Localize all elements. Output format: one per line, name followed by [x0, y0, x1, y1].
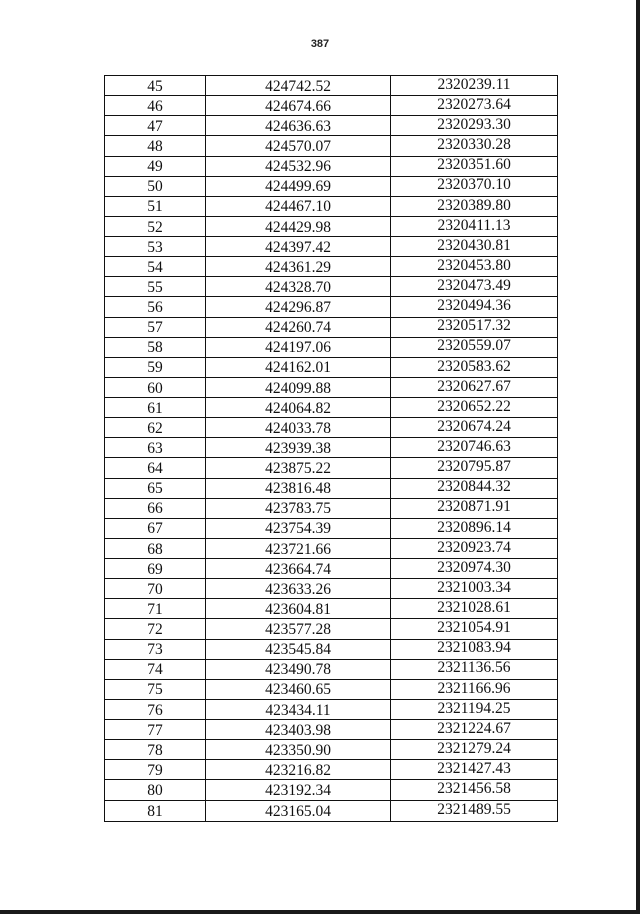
table-row [105, 338, 557, 358]
point-number-cell: 55 [105, 277, 206, 296]
point-number-cell: 70 [105, 579, 206, 598]
x-coordinate-cell: 424397.42 [206, 237, 391, 256]
y-coordinate-cell: 2321194.25 [437, 699, 511, 717]
point-number-cell: 61 [105, 398, 206, 417]
x-coordinate-cell: 424532.96 [206, 157, 391, 176]
page-number: 387 [310, 38, 330, 50]
y-coordinate-cell: 2321427.43 [437, 760, 511, 778]
y-coordinate-cell: 2320370.10 [437, 176, 511, 194]
x-coordinate-cell: 423460.65 [206, 680, 391, 699]
x-coordinate-cell: 423545.84 [206, 640, 391, 659]
point-number-cell: 75 [105, 680, 206, 699]
x-coordinate-cell: 423939.38 [206, 438, 391, 457]
table-row [105, 740, 557, 760]
y-coordinate-cell: 2320559.07 [437, 337, 511, 355]
table-row [105, 136, 557, 156]
scan-edge-right [636, 0, 640, 914]
x-coordinate-cell: 423403.98 [206, 720, 391, 739]
y-coordinate-cell: 2320389.80 [437, 196, 511, 214]
point-number-cell: 47 [105, 116, 206, 135]
y-coordinate-cell: 2320430.81 [437, 236, 511, 254]
table-row [105, 358, 557, 378]
point-number-cell: 48 [105, 136, 206, 155]
table-row [105, 801, 557, 821]
y-coordinate-cell: 2320411.13 [437, 216, 511, 234]
y-coordinate-cell: 2321224.67 [437, 719, 511, 737]
table-row [105, 277, 557, 297]
point-number-cell: 76 [105, 700, 206, 719]
table-row [105, 378, 557, 398]
x-coordinate-cell: 424162.01 [206, 358, 391, 377]
y-coordinate-cell: 2321456.58 [437, 780, 511, 798]
point-number-cell: 45 [105, 76, 206, 95]
table-row [105, 640, 557, 660]
y-coordinate-cell: 2320746.63 [437, 438, 511, 456]
point-number-cell: 73 [105, 640, 206, 659]
point-number-cell: 58 [105, 338, 206, 357]
point-number-cell: 50 [105, 177, 206, 196]
point-number-cell: 49 [105, 157, 206, 176]
y-coordinate-cell: 2320330.28 [437, 136, 511, 154]
point-number-cell: 74 [105, 660, 206, 679]
table-row [105, 237, 557, 257]
table-row [105, 780, 557, 800]
y-coordinate-cell: 2320517.32 [437, 317, 511, 335]
table-row [105, 197, 557, 217]
point-number-cell: 46 [105, 96, 206, 115]
point-number-cell: 78 [105, 740, 206, 759]
table-row [105, 720, 557, 740]
table-row [105, 519, 557, 539]
table-row [105, 96, 557, 116]
point-number-cell: 81 [105, 801, 206, 821]
point-number-cell: 65 [105, 479, 206, 498]
y-coordinate-cell: 2320453.80 [437, 256, 511, 274]
point-number-cell: 62 [105, 418, 206, 437]
point-number-cell: 53 [105, 237, 206, 256]
y-coordinate-cell: 2320627.67 [437, 377, 511, 395]
x-coordinate-cell: 424570.07 [206, 136, 391, 155]
table-row [105, 579, 557, 599]
x-coordinate-cell: 424499.69 [206, 177, 391, 196]
y-coordinate-cell: 2320494.36 [437, 297, 511, 315]
x-coordinate-cell: 424033.78 [206, 418, 391, 437]
table-row [105, 680, 557, 700]
table-row [105, 539, 557, 559]
table-row [105, 398, 557, 418]
y-coordinate-cell: 2321028.61 [437, 599, 511, 617]
point-number-cell: 68 [105, 539, 206, 558]
x-coordinate-cell: 423216.82 [206, 760, 391, 779]
y-coordinate-cell: 2320273.64 [437, 95, 511, 113]
x-coordinate-cell: 423721.66 [206, 539, 391, 558]
point-number-cell: 54 [105, 257, 206, 276]
y-coordinate-cell: 2321003.34 [437, 578, 511, 596]
x-coordinate-cell: 423783.75 [206, 499, 391, 518]
table-row [105, 257, 557, 277]
y-coordinate-cell: 2320795.87 [437, 458, 511, 476]
table-row [105, 760, 557, 780]
x-coordinate-cell: 423754.39 [206, 519, 391, 538]
x-coordinate-cell: 424361.29 [206, 257, 391, 276]
y-coordinate-cell: 2320583.62 [437, 357, 511, 375]
table-row [105, 619, 557, 639]
x-coordinate-cell: 424064.82 [206, 398, 391, 417]
table-row [105, 157, 557, 177]
x-coordinate-cell: 423434.11 [206, 700, 391, 719]
point-number-cell: 59 [105, 358, 206, 377]
y-coordinate-cell: 2320239.11 [437, 75, 511, 93]
table-row [105, 499, 557, 519]
point-number-cell: 51 [105, 197, 206, 216]
table-row [105, 116, 557, 136]
point-number-cell: 67 [105, 519, 206, 538]
point-number-cell: 64 [105, 458, 206, 477]
point-number-cell: 56 [105, 297, 206, 316]
y-coordinate-cell: 2321166.96 [437, 679, 511, 697]
table-row [105, 76, 557, 96]
x-coordinate-cell: 423604.81 [206, 599, 391, 618]
table-row [105, 479, 557, 499]
x-coordinate-cell: 424099.88 [206, 378, 391, 397]
x-coordinate-cell: 423633.26 [206, 579, 391, 598]
point-number-cell: 52 [105, 217, 206, 236]
x-coordinate-cell: 424674.66 [206, 96, 391, 115]
y-coordinate-cell: 2320923.74 [437, 538, 511, 556]
point-number-cell: 72 [105, 619, 206, 638]
point-number-cell: 60 [105, 378, 206, 397]
scan-edge-bottom [0, 910, 640, 914]
x-coordinate-cell: 423490.78 [206, 660, 391, 679]
table-row [105, 700, 557, 720]
point-number-cell: 66 [105, 499, 206, 518]
point-number-cell: 69 [105, 559, 206, 578]
x-coordinate-cell: 423192.34 [206, 780, 391, 799]
table-row [105, 559, 557, 579]
y-coordinate-cell: 2320473.49 [437, 277, 511, 295]
table-row [105, 418, 557, 438]
x-coordinate-cell: 423664.74 [206, 559, 391, 578]
y-coordinate-cell: 2321054.91 [437, 619, 511, 637]
table-row [105, 458, 557, 478]
point-number-cell: 79 [105, 760, 206, 779]
x-coordinate-cell: 423875.22 [206, 458, 391, 477]
y-coordinate-cell: 2320844.32 [437, 478, 511, 496]
y-coordinate-cell: 2321083.94 [437, 639, 511, 657]
x-coordinate-cell: 424429.98 [206, 217, 391, 236]
x-coordinate-cell: 424260.74 [206, 318, 391, 337]
x-coordinate-cell: 424467.10 [206, 197, 391, 216]
x-coordinate-cell: 423165.04 [206, 801, 391, 821]
table-row [105, 660, 557, 680]
y-coordinate-cell: 2320871.91 [437, 498, 511, 516]
point-number-cell: 71 [105, 599, 206, 618]
y-coordinate-cell: 2321279.24 [437, 739, 511, 757]
y-coordinate-cell: 2320974.30 [437, 558, 511, 576]
table-row [105, 217, 557, 237]
y-coordinate-cell: 2321136.56 [437, 659, 511, 677]
x-coordinate-cell: 424636.63 [206, 116, 391, 135]
y-coordinate-cell: 2320896.14 [437, 518, 511, 536]
table-row [105, 297, 557, 317]
table-row [105, 177, 557, 197]
y-coordinate-cell: 2320652.22 [437, 397, 511, 415]
point-number-cell: 77 [105, 720, 206, 739]
table-row [105, 318, 557, 338]
x-coordinate-cell: 423816.48 [206, 479, 391, 498]
y-coordinate-cell: 2321489.55 [437, 800, 511, 818]
x-coordinate-cell: 423577.28 [206, 619, 391, 638]
table-row [105, 438, 557, 458]
x-coordinate-cell: 424197.06 [206, 338, 391, 357]
x-coordinate-cell: 423350.90 [206, 740, 391, 759]
y-coordinate-cell: 2320674.24 [437, 417, 511, 435]
y-coordinate-cell: 2320351.60 [437, 156, 511, 174]
x-coordinate-cell: 424742.52 [206, 76, 391, 95]
coordinate-table [104, 75, 558, 822]
point-number-cell: 80 [105, 780, 206, 799]
x-coordinate-cell: 424328.70 [206, 277, 391, 296]
point-number-cell: 63 [105, 438, 206, 457]
point-number-cell: 57 [105, 318, 206, 337]
x-coordinate-cell: 424296.87 [206, 297, 391, 316]
y-coordinate-cell: 2320293.30 [437, 116, 511, 134]
table-row [105, 599, 557, 619]
